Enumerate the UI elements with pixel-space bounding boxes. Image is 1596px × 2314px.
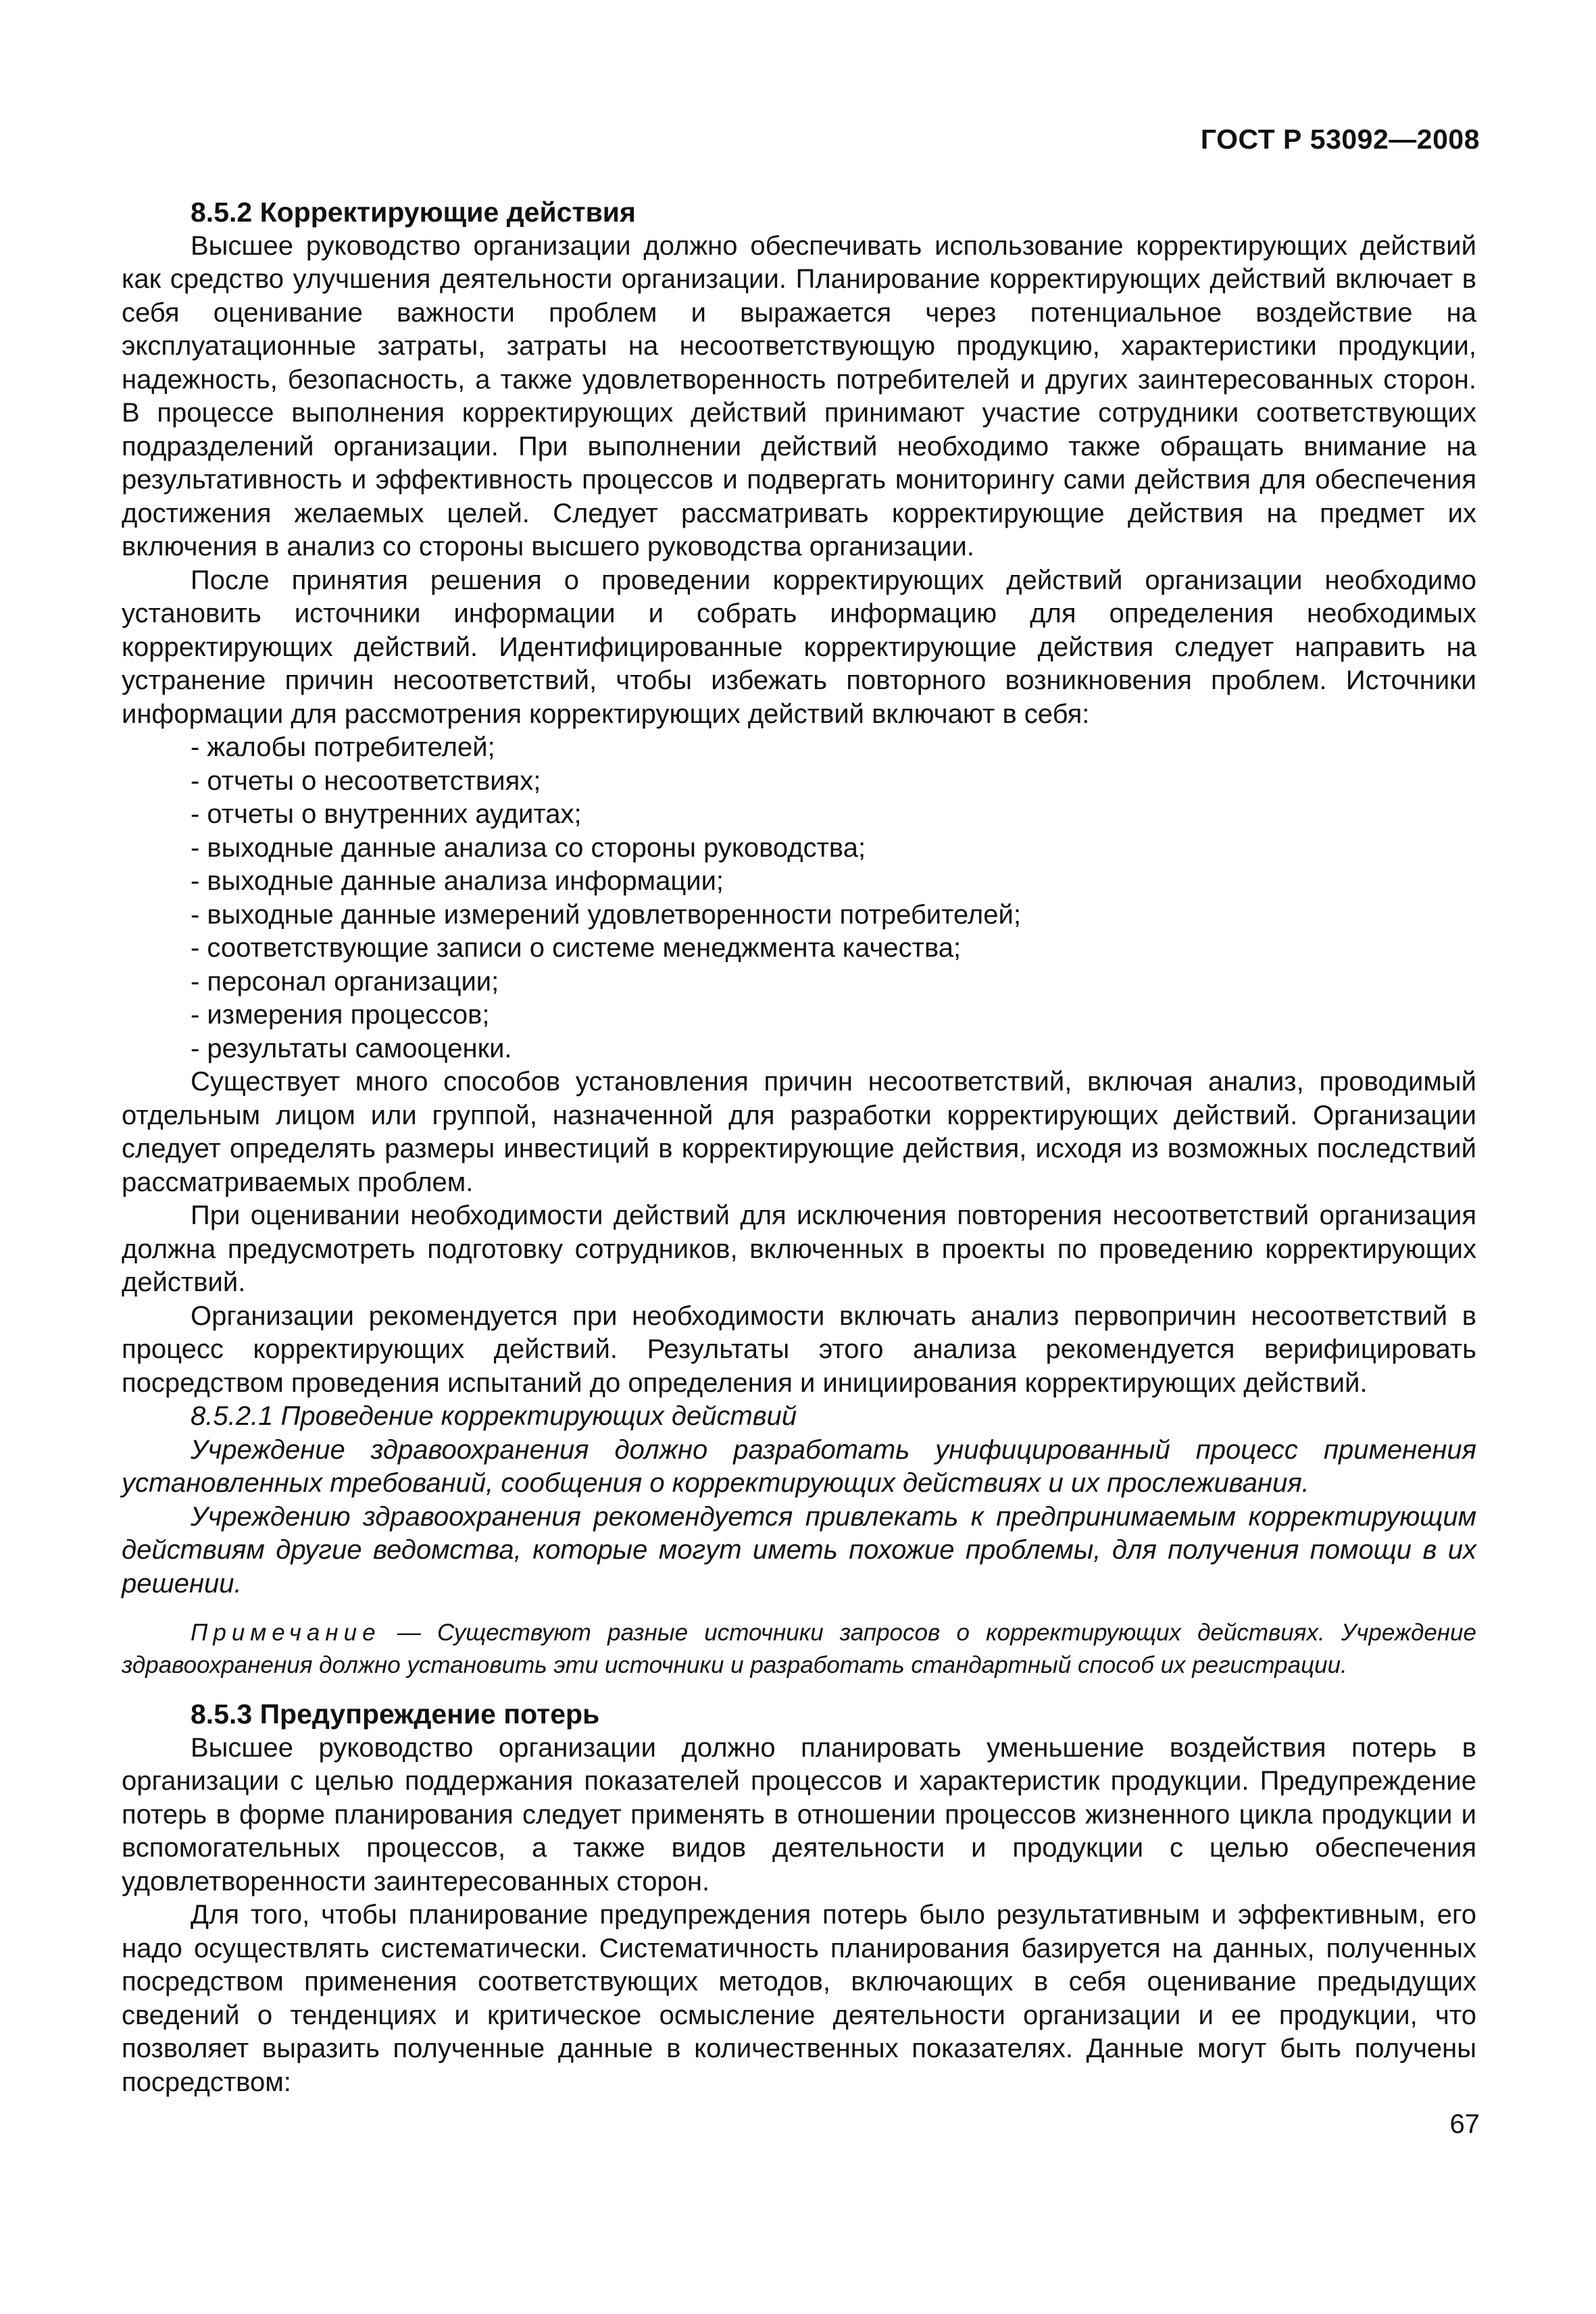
sources-list [122, 731, 1476, 1065]
standard-header: ГОСТ Р 53092—2008 [1200, 124, 1480, 155]
list-item: - результаты самооценки. [191, 1033, 512, 1063]
list-item: - жалобы потребителей; [191, 732, 495, 762]
list-item: - отчеты о несоответствиях; [191, 765, 541, 796]
paragraph: Учреждению здравоохранения рекомендуется привлекать к предпринимаемым корректирующим действиям другие ведомства, которые могут иметь похожие проблемы, для получения помощи в их решении. [122, 1501, 1476, 1599]
list-item: - отчеты о внутренних аудитах; [191, 799, 582, 829]
note [122, 1617, 1476, 1682]
list-item: - выходные данные анализа со стороны руководства; [191, 832, 866, 863]
section-heading-8-5-2-1: 8.5.2.1 Проведение корректирующих действий [191, 1401, 797, 1431]
list-item: - выходные данные измерений удовлетворенности потребителей; [191, 899, 1021, 930]
paragraph: После принятия решения о проведении корректирующих действий организации необходимо установить источники информации и собрать информацию для определения необходимых корректирующих действий. Идентифицированные корректирующие действия следует направить на устранение причин несоответствий, чтобы избежать повторного возникновения проблем. Источники информации для рассмотрения корректирующих действий включают в себя: [122, 565, 1476, 729]
list-item: - соответствующие записи о системе менеджмента качества; [191, 933, 962, 963]
section-heading-8-5-3: 8.5.3 Предупреждение потерь [191, 1699, 600, 1730]
paragraph: Высшее руководство организации должно обеспечивать использование корректирующих действий как средство улучшения деятельности организации. Планирование корректирующих действий включает в себя оценивание важности проблем и выражается через потенциальное воздействие на эксплуатационные затраты, затраты на несоответствующую продукцию, характеристики продукции, надежность, безопасность, а также удовлетворенность потребителей и других заинтересованных сторон. В процессе выполнения корректирующих действий принимают участие сотрудники соответствующих подразделений организации. При выполнении действий необходимо также обращать внимание на результативность и эффективность процессов и подвергать мониторингу сами действия для обеспечения достижения желаемых целей. Следует рассматривать корректирующие действия на предмет их включения в анализ со стороны высшего руководства организации. [122, 230, 1476, 561]
list-item: - выходные данные анализа информации; [191, 866, 724, 896]
list-item: - персонал организации; [191, 966, 499, 997]
paragraph: Организации рекомендуется при необходимости включать анализ первопричин несоответствий в процесс корректирующих действий. Результаты этого анализа рекомендуется верифицировать посредством проведения испытаний до определения и инициирования корректирующих действий. [122, 1301, 1476, 1398]
paragraph: Высшее руководство организации должно планировать уменьшение воздействия потерь в организации с целью поддержания показателей процессов и характеристик продукции. Предупреждение потерь в форме планирования следует применять в отношении процессов жизненного цикла продукции и вспомогательных процессов, а также видов деятельности и продукции с целью обеспечения удовлетворенности заинтересованных сторон. [122, 1732, 1476, 1896]
paragraph: Существует много способов установления причин несоответствий, включая анализ, проводимый отдельным лицом или группой, назначенной для разработки корректирующих действий. Организации следует определять размеры инвестиций в корректирующие действия, исходя из возможных последствий рассматриваемых проблем. [122, 1067, 1476, 1197]
note-text: — Существуют разные источники запросов о корректирующих действиях. Учреждение здравоохранения должно установить эти источники и разработать стандартный способ их регистрации. [122, 1619, 1476, 1678]
paragraph: При оценивании необходимости действий для исключения повторения несоответствий организация должна предусмотреть подготовку сотрудников, включенных в проекты по проведению корректирующих действий. [122, 1201, 1476, 1297]
note-label: Примечание [191, 1619, 381, 1646]
paragraph: Для того, чтобы планирование предупреждения потерь было результативным и эффективным, его надо осуществлять систематически. Систематичность планирования базируется на данных, полученных посредством применения соответствующих методов, включающих в себя оценивание предыдущих сведений о тенденциях и критическое осмысление деятельности организации и ее продукции, что позволяет выразить полученные данные в количественных показателях. Данные могут быть получены посредством: [122, 1900, 1476, 2097]
page-content [122, 196, 1476, 2099]
section-heading-8-5-2: 8.5.2 Корректирующие действия [191, 197, 636, 228]
page-number: 67 [1449, 2109, 1480, 2139]
list-item: - измерения процессов; [191, 1000, 490, 1030]
paragraph: Учреждение здравоохранения должно разработать унифицированный процесс применения установленных требований, сообщения о корректирующих действиях и их прослеживания. [122, 1434, 1476, 1498]
